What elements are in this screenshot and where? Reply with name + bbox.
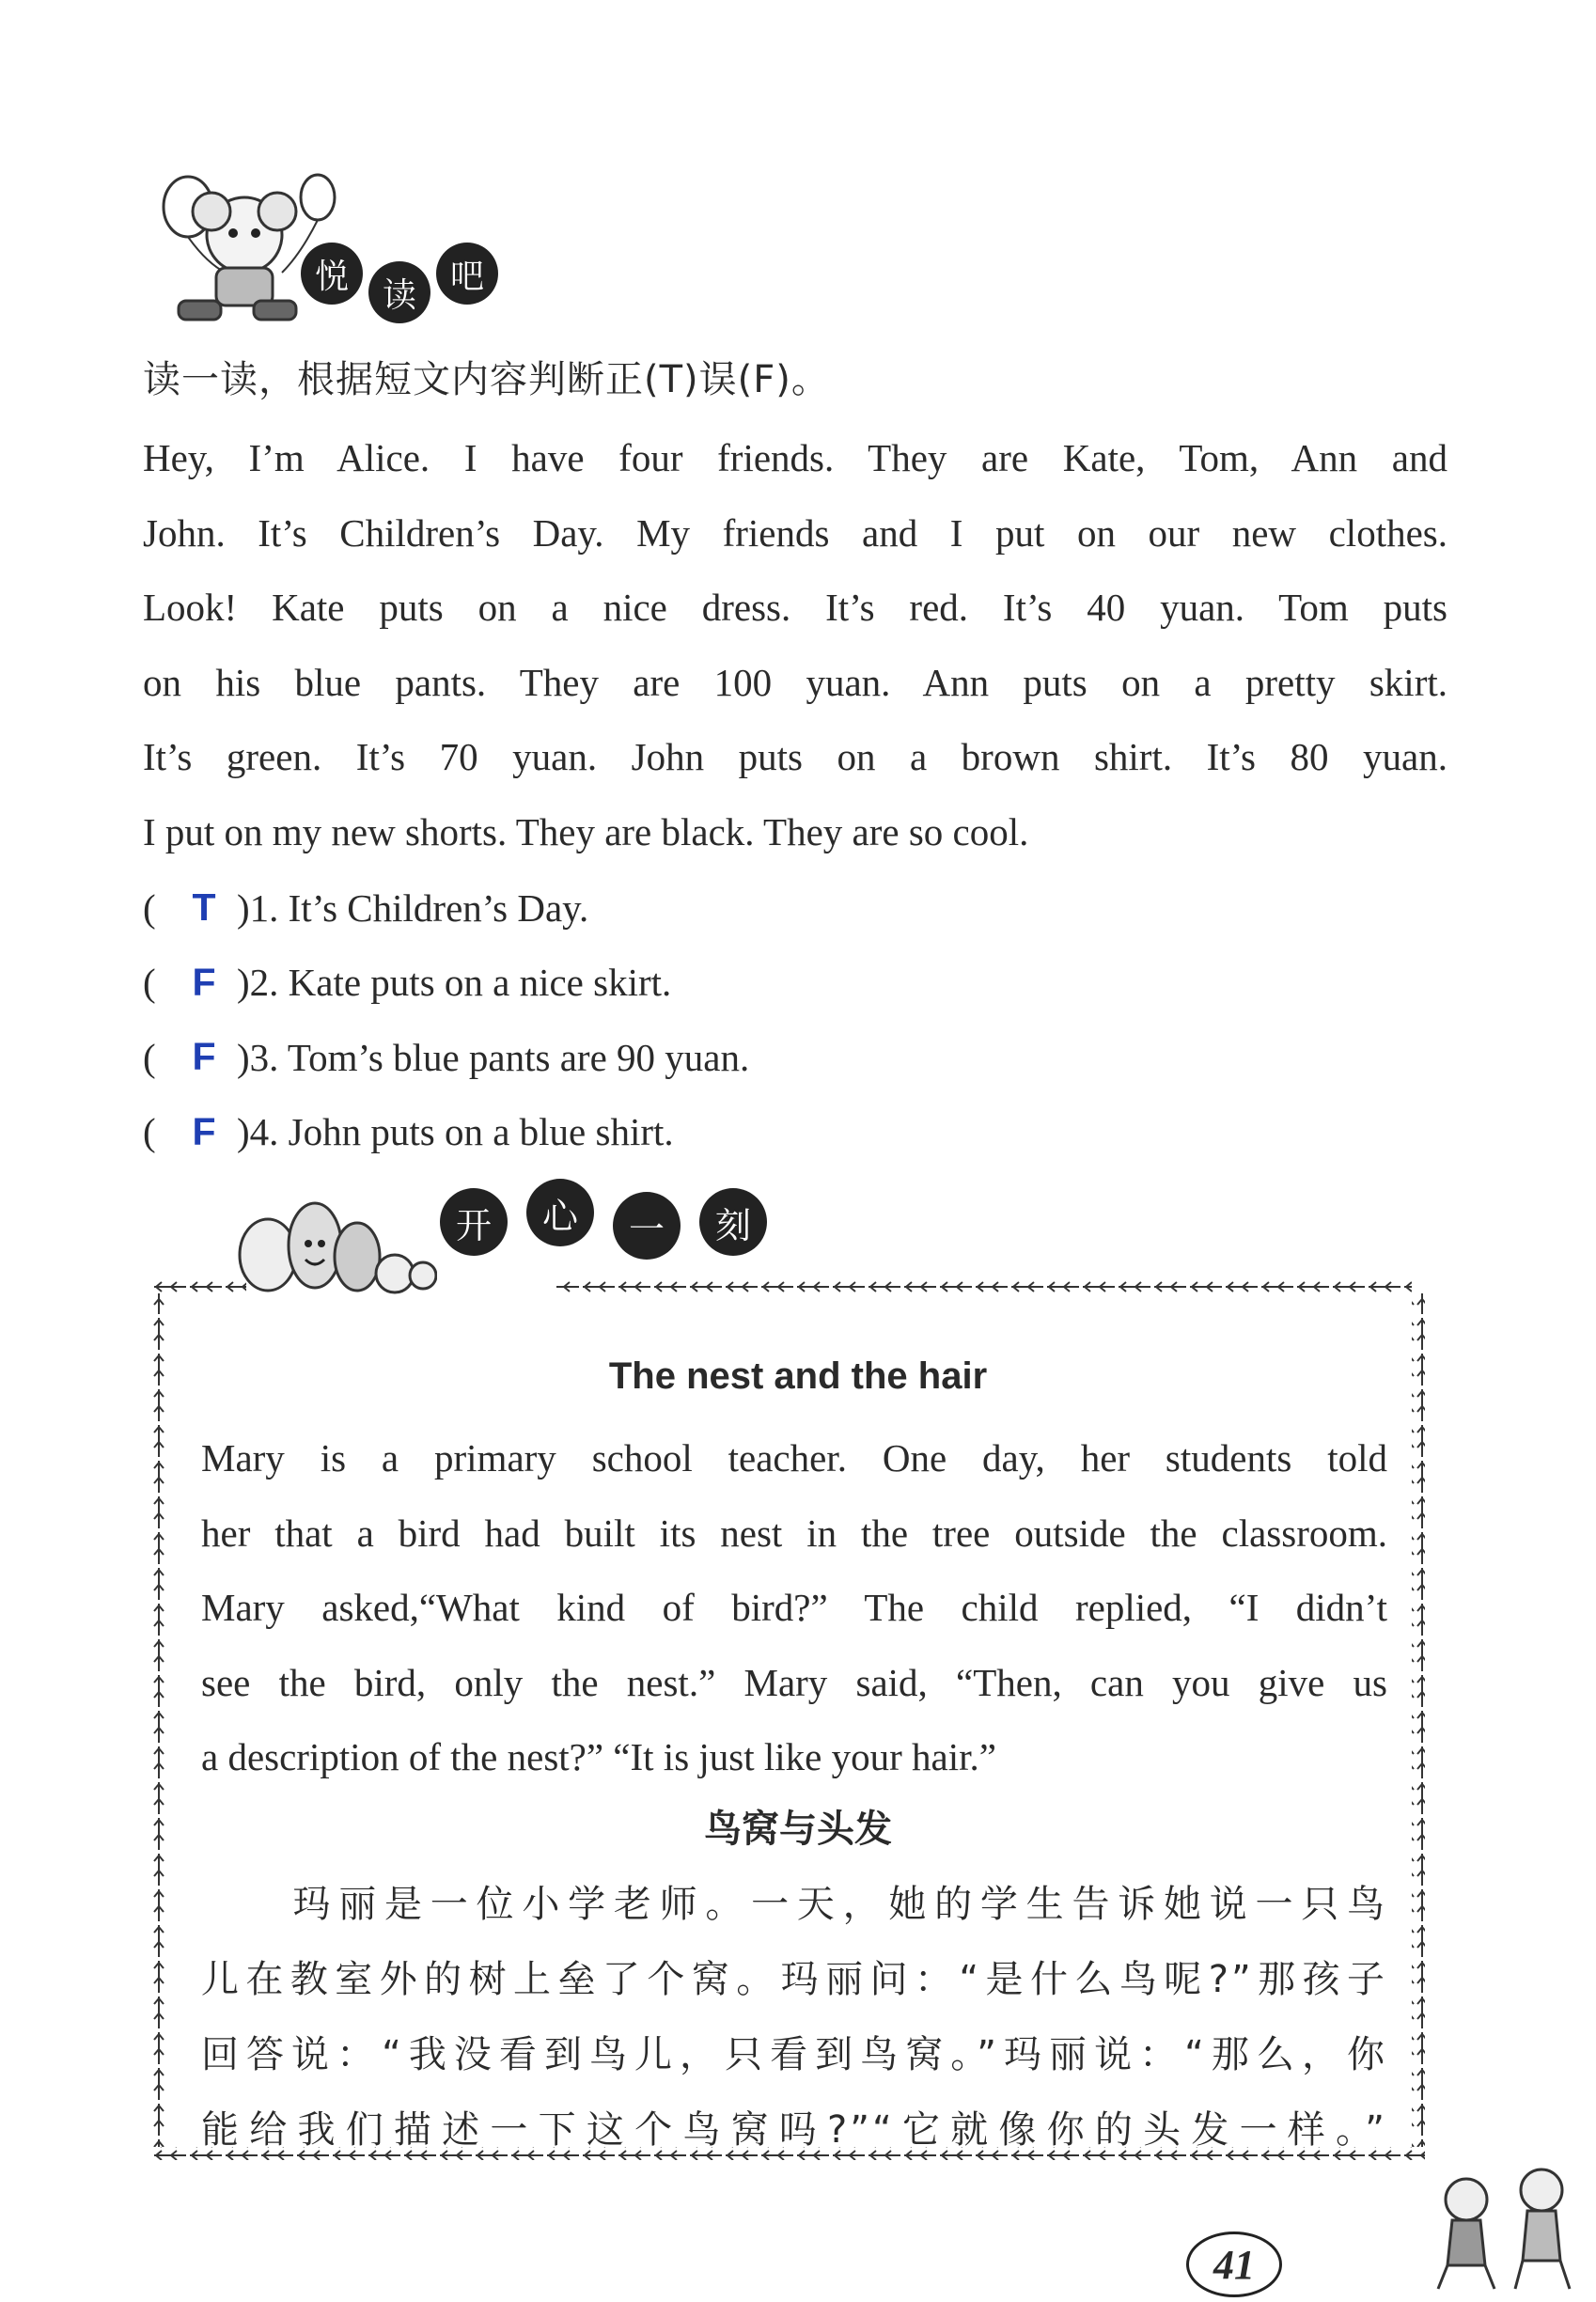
story-line-zh: 儿在教室外的树上垒了个窝。玛丽问：“是什么鸟呢?”那孩子 [201,1958,1387,2001]
story-line-zh: 玛丽是一位小学老师。一天，她的学生告诉她说一只鸟 [201,1883,1387,1926]
page-number: 41 [1186,2232,1282,2297]
children-illustration [1410,2162,1588,2294]
passage-line: John. It’s Children’s Day. My friends and I put on our new clothes. [143,510,1447,555]
question-item [143,1020,749,1095]
passage-line: on his blue pants. They are 100 yuan. Ann puts on a pretty skirt. [143,660,1447,704]
answer-mark: F [192,1109,216,1153]
story-line: a description of the nest?” “It is just like your hair.” [201,1735,996,1778]
badge-char: 心 [526,1179,594,1246]
question-text: )2. Kate puts on a nice skirt. [237,961,672,1005]
passage-line: It’s green. It’s 70 yuan. John puts on a brown shirt. It’s 80 yuan. [143,735,1447,778]
badge-char: 读 [368,261,430,323]
story-line-zh: 回答说：“我没看到鸟儿，只看到鸟窝。”玛丽说：“那么，你 [201,2033,1387,2076]
story-chinese [201,1867,1387,2168]
answer-mark: F [192,1035,216,1079]
paren: ( [143,961,156,1005]
story-title: The nest and the hair [608,1355,988,1397]
question-text: )4. John puts on a blue shirt. [237,1110,674,1154]
badge-char: 刻 [699,1188,767,1256]
story-line: see the bird, only the nest.” Mary said, “Then, can you give us [201,1660,1387,1704]
question-item [143,946,749,1021]
question-list [143,870,749,1169]
paren: ( [143,1110,156,1154]
answer-mark: F [192,960,216,1004]
passage-line: I put on my new shorts. They are black. They are so cool. [143,809,1029,853]
story-line: Mary asked,“What kind of bird?” The child replied, “I didn’t [201,1586,1387,1629]
answer-mark: T [192,885,216,930]
question-item [143,870,749,946]
passage-line: Look! Kate puts on a nice dress. It’s red. It’s 40 yuan. Tom puts [143,586,1447,629]
badge-char: 一 [613,1192,681,1260]
paren: ( [143,885,156,930]
badge-char: 开 [440,1188,508,1256]
badge-char: 悦 [301,243,363,305]
story-line: Mary is a primary school teacher. One day, her students told [201,1436,1387,1480]
instruction: 读一读，根据短文内容判断正(T)误(F)。 [143,358,830,401]
question-text: )3. Tom’s blue pants are 90 yuan. [237,1035,750,1079]
section-badge-fun [440,1188,767,1260]
reading-passage [143,421,1447,869]
section-badge-reading [301,243,498,323]
story-line-zh: 能给我们描述一下这个鸟窝吗?”“它就像你的头发一样。” [201,2108,1387,2152]
question-text: )1. It’s Children’s Day. [237,885,589,930]
story-title-chinese: 鸟窝与头发 [704,1808,892,1851]
story-english [201,1421,1387,1795]
question-item [143,1095,749,1170]
story-line: her that a bird had built its nest in the tree outside the classroom. [201,1511,1387,1555]
paren: ( [143,1035,156,1079]
passage-line: Hey, I’m Alice. I have four friends. They are Kate, Tom, Ann and [143,436,1447,479]
badge-char: 吧 [436,243,498,305]
